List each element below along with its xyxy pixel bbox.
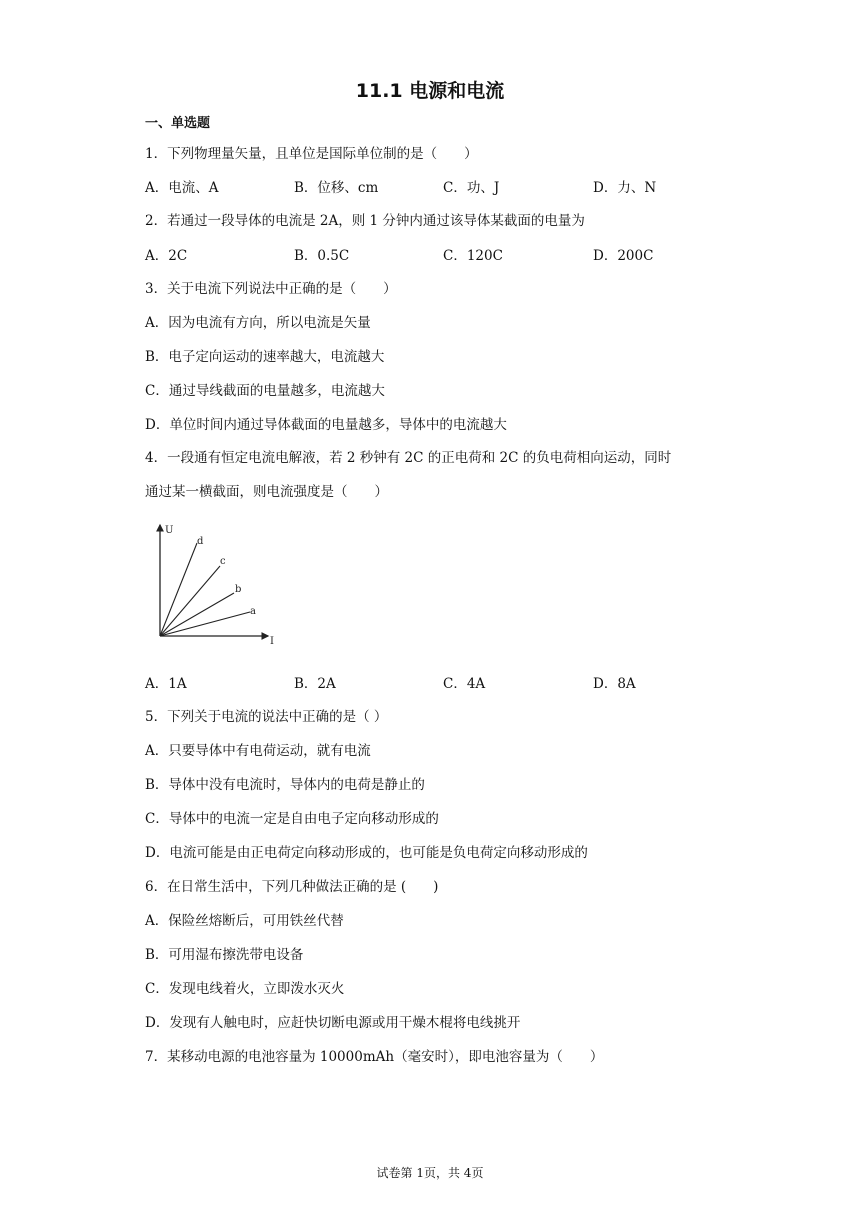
question-1-option-d: D．力、N xyxy=(593,180,657,196)
question-5-stem: 5．下列关于电流的说法中正确的是（ ） xyxy=(145,709,388,725)
question-3-option-d: D．单位时间内通过导体截面的电量越多，导体中的电流越大 xyxy=(145,417,507,433)
question-4-option-c: C．4A xyxy=(443,676,486,692)
question-2-option-b: B．0.5C xyxy=(294,248,350,264)
x-axis-label: I xyxy=(270,636,274,647)
question-3-stem: 3．关于电流下列说法中正确的是（ ） xyxy=(145,281,397,297)
question-5-option-c: C．导体中的电流一定是自由电子定向移动形成的 xyxy=(145,811,439,827)
question-2-option-c: C．120C xyxy=(443,248,503,264)
question-6-option-d: D．发现有人触电时，应赶快切断电源或用干燥木棍将电线挑开 xyxy=(145,1015,521,1031)
question-7-stem: 7．某移动电源的电池容量为 10000mAh（毫安时），即电池容量为（ ） xyxy=(145,1049,604,1065)
line-b xyxy=(160,593,234,636)
question-4-option-b: B．2A xyxy=(294,676,336,692)
question-6-option-b: B．可用湿布擦洗带电设备 xyxy=(145,947,304,963)
line-d xyxy=(160,543,197,636)
question-1-stem: 1．下列物理量矢量，且单位是国际单位制的是（ ） xyxy=(145,146,478,162)
question-5-option-b: B．导体中没有电流时，导体内的电荷是静止的 xyxy=(145,777,425,793)
question-1-option-c: C．功、J xyxy=(443,180,500,196)
question-2-option-d: D．200C xyxy=(593,248,654,264)
line-c xyxy=(160,566,220,636)
page-title: 11.1 电源和电流 xyxy=(355,80,505,102)
line-d-label: d xyxy=(197,536,204,547)
question-4-option-a: A．1A xyxy=(145,676,187,692)
question-2-stem: 2．若通过一段导体的电流是 2A，则 1 分钟内通过该导体某截面的电量为 xyxy=(145,213,585,229)
question-3-option-c: C．通过导线截面的电量越多，电流越大 xyxy=(145,383,385,399)
question-2-option-a: A．2C xyxy=(145,248,188,264)
question-4-stem-line-1: 4．一段通有恒定电流电解液，若 2 秒钟有 2C 的正电荷和 2C 的负电荷相向运动，同时 xyxy=(145,450,672,466)
question-6-option-c: C．发现电线着火，立即泼水灭火 xyxy=(145,981,345,997)
question-5-option-d: D．电流可能是由正电荷定向移动形成的，也可能是负电荷定向移动形成的 xyxy=(145,845,588,861)
line-c-label: c xyxy=(220,556,226,567)
question-4-stem-line-2: 通过某一横截面，则电流强度是（ ） xyxy=(145,484,388,500)
line-a-label: a xyxy=(250,606,256,617)
y-axis-label: U xyxy=(165,525,174,536)
question-6-option-a: A．保险丝熔断后，可用铁丝代替 xyxy=(145,913,344,929)
question-4-option-d: D．8A xyxy=(593,676,636,692)
line-a xyxy=(160,612,250,636)
question-5-option-a: A．只要导体中有电荷运动，就有电流 xyxy=(145,743,371,759)
question-1-option-b: B．位移、cm xyxy=(294,180,379,196)
page-footer: 试卷第 1页，共 4页 xyxy=(376,1166,484,1180)
question-6-stem: 6．在日常生活中，下列几种做法正确的是 ( ) xyxy=(145,879,439,895)
question-3-option-a: A．因为电流有方向，所以电流是矢量 xyxy=(145,315,371,331)
question-1-option-a: A．电流、A xyxy=(145,180,219,196)
line-b-label: b xyxy=(235,584,242,595)
ui-graph-figure xyxy=(150,520,285,650)
question-3-option-b: B．电子定向运动的速率越大，电流越大 xyxy=(145,349,385,365)
section-heading: 一、单选题 xyxy=(145,116,211,131)
